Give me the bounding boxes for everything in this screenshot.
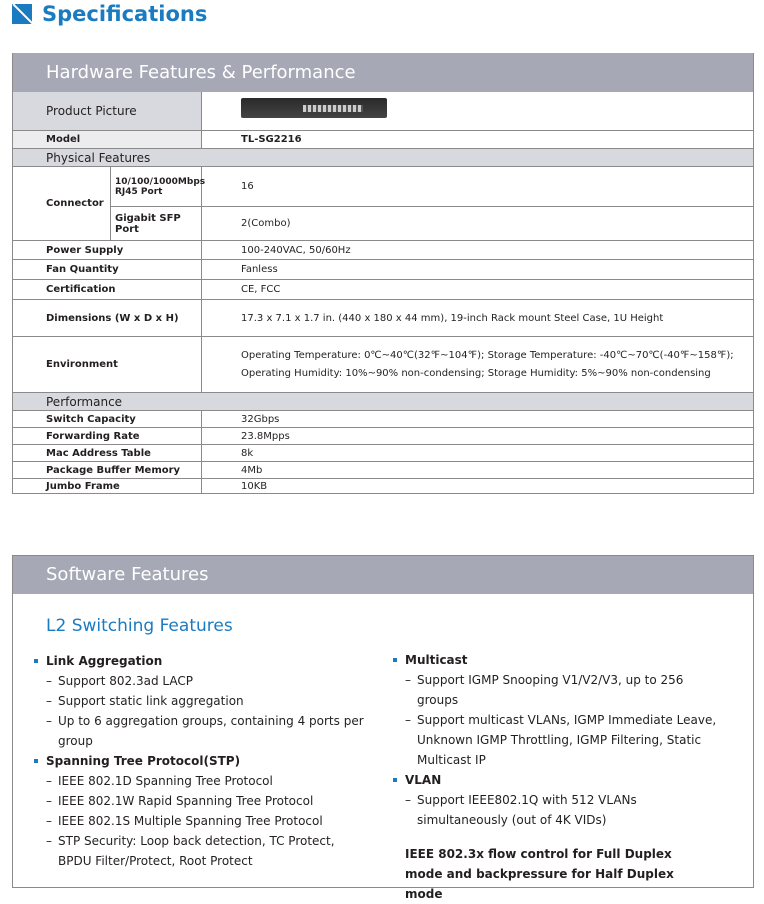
software-header: Software Features (13, 556, 753, 594)
section-marker-icon (12, 4, 32, 24)
left-feature-column: Link Aggregation – Support 802.3ad LACP – Support static link aggregation – Up to 6 aggregation groups, containing 4 ports per group Spanning Tree Protocol(STP) – IEEE 802.1D Spanning Tree Protocol – IEEE 802.1W Rapid Spanning Tree Protocol – IEEE 802.1S Multiple Spanning Tree Protocol – STP Security: Loop back detection, TC Protect, BPDU Filter/Protect, Root Protect (46, 651, 366, 871)
connector-row: Connector 10/100/1000Mbps RJ45 Port 16 Gigabit SFP Port 2(Combo) (13, 166, 753, 240)
spec-row: Certification CE, FCC (13, 279, 753, 299)
flow-control-note: IEEE 802.3x flow control for Full Duplex mode and backpressure for Half Duplex mode (405, 847, 674, 901)
hardware-spec-table (12, 53, 754, 494)
software-features-box (12, 555, 754, 901)
l2-switching-title: L2 Switching Features (46, 616, 233, 636)
page-title: Specifications (12, 2, 207, 26)
spec-row: Power Supply 100-240VAC, 50/60Hz (13, 240, 753, 259)
perf-row: Forwarding Rate 23.8Mpps (13, 427, 753, 444)
physical-features-section: Physical Features (13, 148, 753, 166)
product-image (241, 98, 387, 118)
right-feature-column: Multicast – Support IGMP Snooping V1/V2/V3, up to 256 groups – Support multicast VLANs, IGMP Immediate Leave, Unknown IGMP Throttling, IGMP Filtering, Static Multicast IP VLAN – Support IEEE802.1Q with 512 VLANs simultaneously (out of 4K VIDs) IEEE 802.3x flow control for Full Duplex mode and backpressure for Half Duplex mode (405, 650, 725, 904)
perf-row: Package Buffer Memory 4Mb (13, 461, 753, 478)
perf-row: Switch Capacity 32Gbps (13, 410, 753, 427)
perf-row: Jumbo Frame 10KB (13, 478, 753, 493)
spec-row: Fan Quantity Fanless (13, 259, 753, 279)
spec-row: Dimensions (W x D x H) 17.3 x 7.1 x 1.7 in. (440 x 180 x 44 mm), 19-inch Rack mount Steel Case, 1U Height (13, 299, 753, 336)
environment-row: Environment Operating Temperature: 0℃~40℃(32℉~104℉); Storage Temperature: -40℃~70℃(-40℉~158℉); Operating Humidity: 10%~90% non-condensing; Storage Humidity: 5%~90% non-condensing (13, 336, 753, 392)
product-picture-label: Product Picture (13, 92, 202, 130)
perf-row: Mac Address Table 8k (13, 444, 753, 461)
model-row: Model TL-SG2216 (13, 130, 753, 148)
hardware-header: Hardware Features & Performance (13, 53, 753, 92)
product-picture-row (13, 92, 753, 130)
performance-section: Performance (13, 392, 753, 410)
